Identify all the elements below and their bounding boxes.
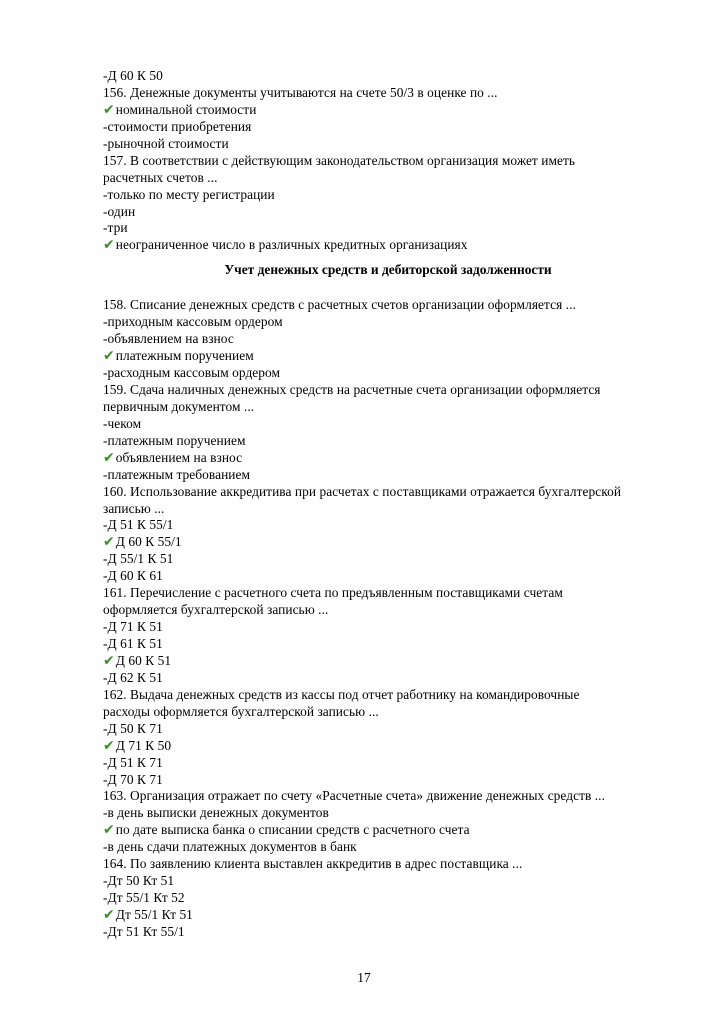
text-line: [103, 755, 673, 772]
checkmark-icon: ✔: [103, 652, 115, 669]
checkmark-icon: ✔: [103, 449, 115, 466]
line-text: -Д 60 К 61: [103, 568, 163, 584]
line-text: расходы оформляется бухгалтерской записью ...: [103, 703, 379, 719]
text-line: [103, 85, 673, 102]
line-text: -чеком: [103, 415, 142, 431]
correct-answer-line: [103, 534, 673, 551]
text-line: [103, 873, 673, 890]
line-text: -рыночной стоимости: [103, 135, 229, 151]
line-text: -Дт 50 Кт 51: [103, 873, 175, 889]
line-text: -только по месту регистрации: [103, 186, 275, 202]
section-heading: Учет денежных средств и дебиторской задолженности: [224, 262, 552, 278]
text-line: [103, 204, 673, 221]
line-text: объявлением на взнос: [115, 449, 243, 465]
line-text: 163. Организация отражает по счету «Расчетные счета» движение денежных средств ...: [103, 788, 605, 804]
checkmark-icon: ✔: [103, 237, 115, 254]
correct-answer-line: [103, 822, 673, 839]
text-line: [103, 119, 673, 136]
question-block-bottom: [103, 297, 673, 941]
text-line: [103, 331, 673, 348]
line-text: -Дт 51 Кт 55/1: [103, 923, 185, 939]
checkmark-icon: ✔: [103, 348, 115, 365]
line-text: 156. Денежные документы учитываются на счете 50/3 в оценке по ...: [103, 84, 498, 100]
text-line: [103, 467, 673, 484]
text-line: [103, 772, 673, 789]
text-line: [103, 924, 673, 941]
checkmark-icon: ✔: [103, 907, 115, 923]
line-text: неограниченное число в различных кредитных организациях: [115, 237, 468, 253]
line-text: Д 60 К 51: [115, 652, 172, 668]
text-line: [103, 365, 673, 382]
line-text: платежным поручением: [115, 348, 254, 364]
line-text: -Д 50 К 71: [103, 720, 163, 736]
line-text: 157. В соответствии с действующим законодательством организация может иметь: [103, 152, 576, 168]
line-text: -три: [103, 220, 128, 236]
correct-answer-line: [103, 907, 673, 924]
document-page: [103, 68, 673, 941]
line-text: записью ...: [103, 500, 165, 516]
text-line: [103, 856, 673, 873]
line-text: -Д 70 К 71: [103, 771, 163, 787]
line-text: -Д 51 К 71: [103, 754, 163, 770]
line-text: номинальной стоимости: [115, 101, 257, 117]
text-line: [103, 704, 673, 721]
text-line: [103, 187, 673, 204]
correct-answer-line: [103, 237, 673, 254]
text-line: [103, 585, 673, 602]
checkmark-icon: ✔: [103, 534, 115, 551]
line-text: 164. По заявлению клиента выставлен аккредитив в адрес поставщика ...: [103, 856, 523, 872]
line-text: -Д 55/1 К 51: [103, 551, 174, 567]
line-text: -платежным требованием: [103, 466, 251, 482]
line-text: -Д 62 К 51: [103, 669, 163, 685]
line-text: -расходным кассовым ордером: [103, 365, 281, 380]
text-line: [103, 153, 673, 170]
line-text: -приходным кассовым ордером: [103, 314, 283, 330]
text-line: [103, 602, 673, 619]
line-text: -объявлением на взнос: [103, 331, 234, 347]
line-text: по дате выписка банка о списании средств с расчетного счета: [115, 822, 470, 838]
spacer: [103, 279, 673, 297]
text-line: [103, 484, 673, 501]
correct-answer-line: [103, 653, 673, 670]
text-line: [103, 314, 673, 331]
correct-answer-line: [103, 102, 673, 119]
text-line: [103, 136, 673, 153]
text-line: [103, 517, 673, 534]
line-text: -платежным поручением: [103, 432, 246, 448]
line-text: -Дт 55/1 Кт 52: [103, 890, 185, 906]
line-text: 161. Перечисление с расчетного счета по предъявленным поставщиками счетам: [103, 585, 563, 601]
text-line: [103, 568, 673, 585]
text-line: [103, 382, 673, 399]
correct-answer-line: [103, 450, 673, 467]
text-line: [103, 220, 673, 237]
checkmark-icon: ✔: [103, 101, 115, 118]
text-line: [103, 687, 673, 704]
text-line: [103, 551, 673, 568]
correct-answer-line: [103, 348, 673, 365]
text-line: [103, 636, 673, 653]
question-block-top: [103, 68, 673, 254]
line-text: -Д 61 К 51: [103, 636, 163, 651]
line-text: -Д 51 К 55/1: [103, 517, 174, 533]
line-text: расчетных счетов ...: [103, 169, 218, 185]
line-text: 158. Списание денежных средств с расчетных счетов организации оформляется ...: [103, 297, 576, 313]
spacer: [103, 254, 673, 262]
text-line: [103, 297, 673, 314]
text-line: [103, 619, 673, 636]
text-line: [103, 890, 673, 907]
text-line: [103, 433, 673, 450]
text-line: [103, 501, 673, 518]
line-text: -один: [103, 203, 136, 219]
line-text: -в день сдачи платежных документов в банк: [103, 839, 357, 855]
line-text: Д 60 К 55/1: [115, 534, 182, 550]
line-text: первичным документом ...: [103, 398, 255, 414]
text-line: [103, 170, 673, 187]
text-line: [103, 68, 673, 85]
line-text: Д 71 К 50: [115, 737, 172, 753]
line-text: Дт 55/1 Кт 51: [115, 907, 193, 922]
page-number: 17: [357, 970, 371, 985]
checkmark-icon: ✔: [103, 822, 115, 839]
text-line: [103, 788, 673, 805]
line-text: -в день выписки денежных документов: [103, 805, 329, 821]
line-text: 162. Выдача денежных средств из кассы под отчет работнику на командировочные: [103, 686, 580, 702]
line-text: 159. Сдача наличных денежных средств на расчетные счета организации оформляется: [103, 381, 601, 397]
text-line: [103, 839, 673, 856]
text-line: [103, 670, 673, 687]
line-text: оформляется бухгалтерской записью ...: [103, 602, 329, 618]
text-line: [103, 399, 673, 416]
text-line: [103, 416, 673, 433]
checkmark-icon: ✔: [103, 737, 115, 754]
text-line: [103, 721, 673, 738]
line-text: -стоимости приобретения: [103, 118, 252, 134]
text-line: [103, 805, 673, 822]
line-text: -Д 71 К 51: [103, 619, 163, 635]
correct-answer-line: [103, 738, 673, 755]
line-text: -Д 60 К 50: [103, 68, 163, 83]
line-text: 160. Использование аккредитива при расчетах с поставщиками отражается бухгалтерской: [103, 483, 622, 499]
